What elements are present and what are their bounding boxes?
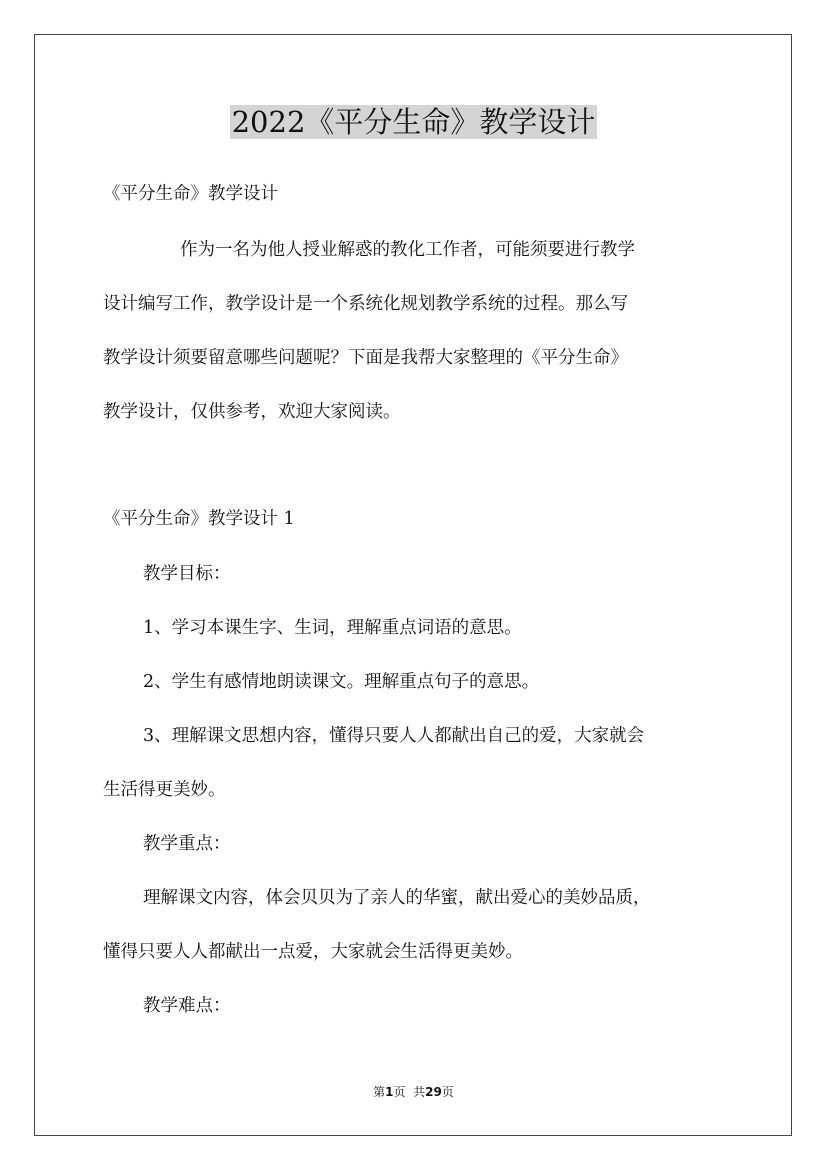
paragraph-line: 作为一名为他人授业解惑的教化工作者，可能须要进行教学 [180, 240, 635, 260]
document-title [0, 102, 827, 142]
section-heading: 《平分生命》教学设计 1 [103, 509, 295, 529]
page-number: 1 [385, 1085, 394, 1099]
document-title-text: 2022《平分生命》教学设计 [231, 105, 596, 139]
paragraph-line: 教学设计，仅供参考，欢迎大家阅读。 [103, 402, 401, 422]
paragraph-line: 教学难点： [143, 996, 231, 1016]
paragraph-line: 教学设计须要留意哪些问题呢？下面是我帮大家整理的《平分生命》 [103, 348, 628, 368]
total-suffix: 页 [441, 1085, 454, 1099]
paragraph-line: 2、学生有感情地朗读课文。理解重点句子的意思。 [143, 672, 540, 692]
page-footer [0, 1084, 827, 1100]
paragraph-line: 设计编写工作，教学设计是一个系统化规划教学系统的过程。那么写 [103, 294, 628, 314]
total-pages: 29 [425, 1085, 442, 1099]
paragraph-line: 教学目标： [143, 564, 231, 584]
paragraph-line: 3、理解课文思想内容，懂得只要人人都献出自己的爱，大家就会 [143, 726, 645, 746]
page-label-suffix: 页 [393, 1085, 406, 1099]
paragraph-line: 教学重点： [143, 834, 231, 854]
paragraph-line: 懂得只要人人都献出一点爱，大家就会生活得更美妙。 [103, 942, 523, 962]
paragraph-line: 理解课文内容，体会贝贝为了亲人的华蜜，献出爱心的美妙品质， [143, 888, 651, 908]
paragraph-line: 1、学习本课生字、生词，理解重点词语的意思。 [143, 618, 522, 638]
subtitle-line: 《平分生命》教学设计 [103, 184, 278, 204]
total-prefix: 共 [413, 1085, 426, 1099]
page-label-prefix: 第 [373, 1085, 386, 1099]
paragraph-line: 生活得更美妙。 [103, 780, 226, 800]
